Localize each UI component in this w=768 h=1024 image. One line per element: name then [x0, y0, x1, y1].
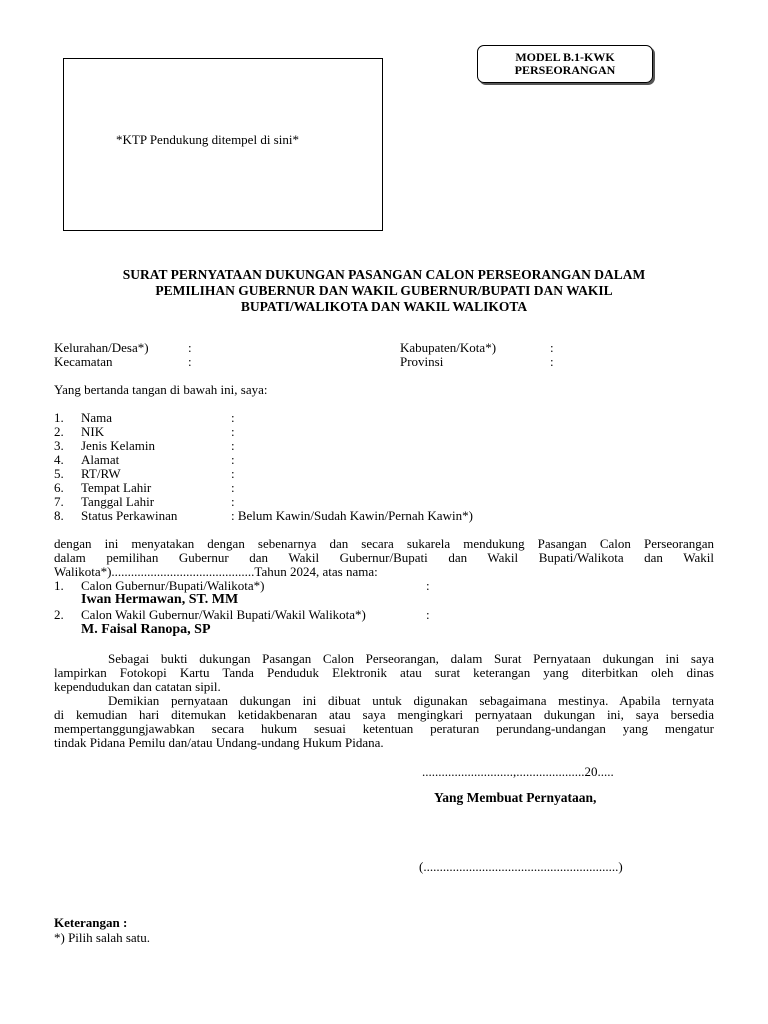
field-number: 8. [54, 508, 64, 523]
field-number: 4. [54, 452, 64, 467]
model-type: PERSEORANGAN [514, 63, 616, 77]
field-row [54, 411, 714, 425]
candidate-number: 1. [54, 578, 64, 593]
para2-line-3: mempertanggungjawabkan secara hukum sesuai ketentuan peraturan perundang-undangan yang mengatur [54, 721, 714, 736]
field-value: : [231, 410, 235, 425]
candidate-colon: : [426, 578, 430, 593]
field-label: Status Perkawinan [81, 508, 178, 523]
field-label: Jenis Kelamin [81, 438, 156, 453]
candidate-name-2: M. Faisal Ranopa, SP [81, 622, 211, 637]
field-number: 5. [54, 466, 64, 481]
provinsi-label: Provinsi [400, 354, 444, 369]
statement-line-3: Walikota*)............................................Tahun 2024, atas nama: [54, 564, 378, 579]
field-row [54, 509, 714, 523]
note-text: *) Pilih salah satu. [54, 930, 151, 945]
kecamatan-colon: : [188, 354, 192, 369]
title-line-1: SURAT PERNYATAAN DUKUNGAN PASANGAN CALON PERSEORANGAN DALAM [122, 267, 646, 282]
field-value: : [231, 424, 235, 439]
field-row [54, 439, 714, 453]
field-value: : [231, 480, 235, 495]
statement-line-2: dalam pemilihan Gubernur dan Wakil Gubernur/Bupati dan Wakil Bupati/Walikota dan Wakil [54, 550, 714, 565]
statement-line-1: dengan ini menyatakan dengan sebenarnya dan secara sukarela mendukung Pasangan Calon Perseorangan [54, 536, 714, 551]
candidate-colon: : [426, 607, 430, 622]
location-row-1 [54, 341, 714, 355]
intro-text: Yang bertanda tangan di bawah ini, saya: [54, 382, 268, 397]
field-label: Alamat [81, 452, 120, 467]
candidate-role: Calon Wakil Gubernur/Wakil Bupati/Wakil Walikota*) [81, 607, 366, 622]
field-label: Nama [81, 410, 113, 425]
field-row [54, 467, 714, 481]
signature-name-line: (............................................................) [419, 859, 623, 874]
signatory-title: Yang Membuat Pernyataan, [434, 790, 597, 805]
provinsi-colon: : [550, 354, 554, 369]
field-row [54, 495, 714, 509]
field-value: : [231, 494, 235, 509]
candidate-row-2 [54, 608, 714, 622]
field-row [54, 481, 714, 495]
field-row [54, 425, 714, 439]
para2-line-2: di kemudian hari ditemukan ketidakbenaran atau saya mengingkari pernyataan dukungan ini, saya bersedia [54, 707, 714, 722]
para1-line-3: kependudukan dan catatan sipil. [54, 679, 221, 694]
field-row [54, 453, 714, 467]
candidate-name-1: Iwan Hermawan, ST. MM [81, 592, 239, 607]
para2-line-4: tindak Pidana Pemilu dan/atau Undang-undang Hukum Pidana. [54, 735, 384, 750]
model-code: MODEL B.1-KWK [515, 50, 615, 64]
kabupaten-colon: : [550, 340, 554, 355]
model-badge [477, 45, 653, 83]
title-line-2: PEMILIHAN GUBERNUR DAN WAKIL GUBERNUR/BUPATI DAN WAKIL [155, 283, 613, 298]
para2-line-1: Demikian pernyataan dukungan ini dibuat untuk digunakan sebagaimana mestinya. Apabila ternyata [108, 693, 714, 708]
field-number: 1. [54, 410, 64, 425]
field-value: : [231, 452, 235, 467]
title-line-3: BUPATI/WALIKOTA DAN WAKIL WALIKOTA [240, 299, 528, 314]
kabupaten-label: Kabupaten/Kota*) [400, 340, 497, 355]
candidate-row-1 [54, 579, 714, 593]
para1-line-2: lampirkan Fotokopi Kartu Tanda Penduduk Elektronik atau surat keterangan yang diterbitkan oleh dinas [54, 665, 714, 680]
field-value: : [231, 438, 235, 453]
location-row-2 [54, 355, 714, 369]
candidate-number: 2. [54, 607, 64, 622]
field-label: Tanggal Lahir [81, 494, 155, 509]
field-number: 6. [54, 480, 64, 495]
field-number: 3. [54, 438, 64, 453]
field-label: RT/RW [81, 466, 121, 481]
ktp-placeholder-box [63, 58, 383, 231]
kelurahan-label: Kelurahan/Desa*) [54, 340, 149, 355]
candidate-role: Calon Gubernur/Bupati/Walikota*) [81, 578, 265, 593]
para1-line-1: Sebagai bukti dukungan Pasangan Calon Perseorangan, dalam Surat Pernyataan dukungan ini saya [108, 651, 714, 666]
field-number: 2. [54, 424, 64, 439]
field-number: 7. [54, 494, 64, 509]
field-label: NIK [81, 424, 105, 439]
field-value: : [231, 466, 235, 481]
place-date: ............................,.....................20..... [422, 764, 614, 779]
field-label: Tempat Lahir [81, 480, 152, 495]
note-title: Keterangan : [54, 915, 128, 930]
field-value: : Belum Kawin/Sudah Kawin/Pernah Kawin*) [231, 508, 473, 523]
ktp-placeholder-text: *KTP Pendukung ditempel di sini* [116, 132, 299, 147]
kecamatan-label: Kecamatan [54, 354, 113, 369]
kelurahan-colon: : [188, 340, 192, 355]
